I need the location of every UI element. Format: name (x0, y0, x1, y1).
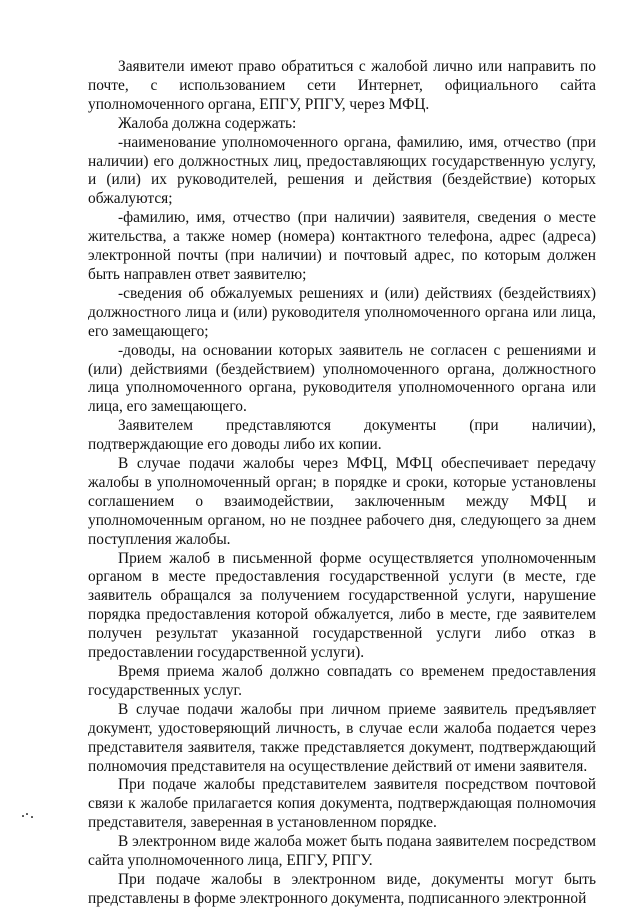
paragraph-reception-time: Время приема жалоб должно совпадать со временем предоставления государственных услуг. (88, 663, 596, 699)
paragraph-supporting-documents: Заявителем представляются документы (при наличии), подтверждающие его доводы либо их копии. (88, 417, 596, 454)
paragraph-electronic-documents: При подаче жалобы в электронном виде, документы могут быть представлены в форме электронного документа, подписанного электронной (88, 870, 596, 907)
paragraph-electronic-submission: В электронном виде жалоба может быть подана заявителем посредством сайта уполномоченного лица, ЕПГУ, РПГУ. (88, 833, 596, 870)
list-item-applicant-details: -фамилию, имя, отчество (при наличии) заявителя, сведения о месте жительства, а также номер (номера) контактного телефона, адрес (адреса) электронной почты (при наличии) и почтовый адрес, по которым должен быть направлен ответ заявителю; (88, 209, 596, 283)
list-item-authority-name: -наименование уполномоченного органа, фамилию, имя, отчество (при наличии) его должностных лиц, предоставляющих государственную услугу, и (или) их руководителей, решения и действия (бездействие) которых обжалуются; (88, 133, 596, 208)
paragraph-personal-reception: В случае подачи жалобы при личном приеме заявитель предъявляет документ, удостоверяющий личность, в случае если жалоба подается через представителя заявителя, также представляется документ, подтверждающий полномочия представителя на осуществление действий от имени заявителя. (88, 700, 596, 775)
list-item-appealed-decisions: -сведения об обжалуемых решениях и (или) действиях (бездействиях) должностного лица и (или) руководителя уполномоченного органа или лица, его замещающего; (88, 284, 596, 340)
scan-speck (22, 812, 34, 818)
paragraph-postal-representative: При подаче жалобы представителем заявителя посредством почтовой связи к жалобе прилагается копия документа, подтверждающая полномочия представителя, заверенная в установленном порядке. (88, 776, 596, 832)
paragraph-written-form: Прием жалоб в письменной форме осуществляется уполномоченным органом в месте предоставления государственной услуги (в месте, где заявитель обращался за получением государственной услуги, нарушение порядка предоставления которой обжалуется, либо в месте, где заявителем получен результат указанной государственной услуги либо отказ в предоставлении государственной услуги). (88, 549, 596, 662)
document-page (88, 58, 596, 909)
paragraph-complaint-contents-intro: Жалоба должна содержать: (118, 114, 297, 132)
paragraph-appeal-channels: Заявители имеют право обратиться с жалобой лично или направить по почте, с использованием сети Интернет, официального сайта уполномоченного органа, ЕПГУ, РПГУ, через МФЦ. (88, 58, 596, 113)
paragraph-mfc-submission: В случае подачи жалобы через МФЦ, МФЦ обеспечивает передачу жалобы в уполномоченный орган; в порядке и сроки, которые установлены соглашением о взаимодействии, заключенным между МФЦ и уполномоченным органом, но не позднее рабочего дня, следующего за днем поступления жалобы. (88, 455, 596, 548)
list-item-arguments: -доводы, на основании которых заявитель не согласен с решениями и (или) действиями (бездействием) уполномоченного органа, должностного лица уполномоченного органа, руководителя уполномоченного органа или лица, его замещающего. (88, 341, 596, 416)
